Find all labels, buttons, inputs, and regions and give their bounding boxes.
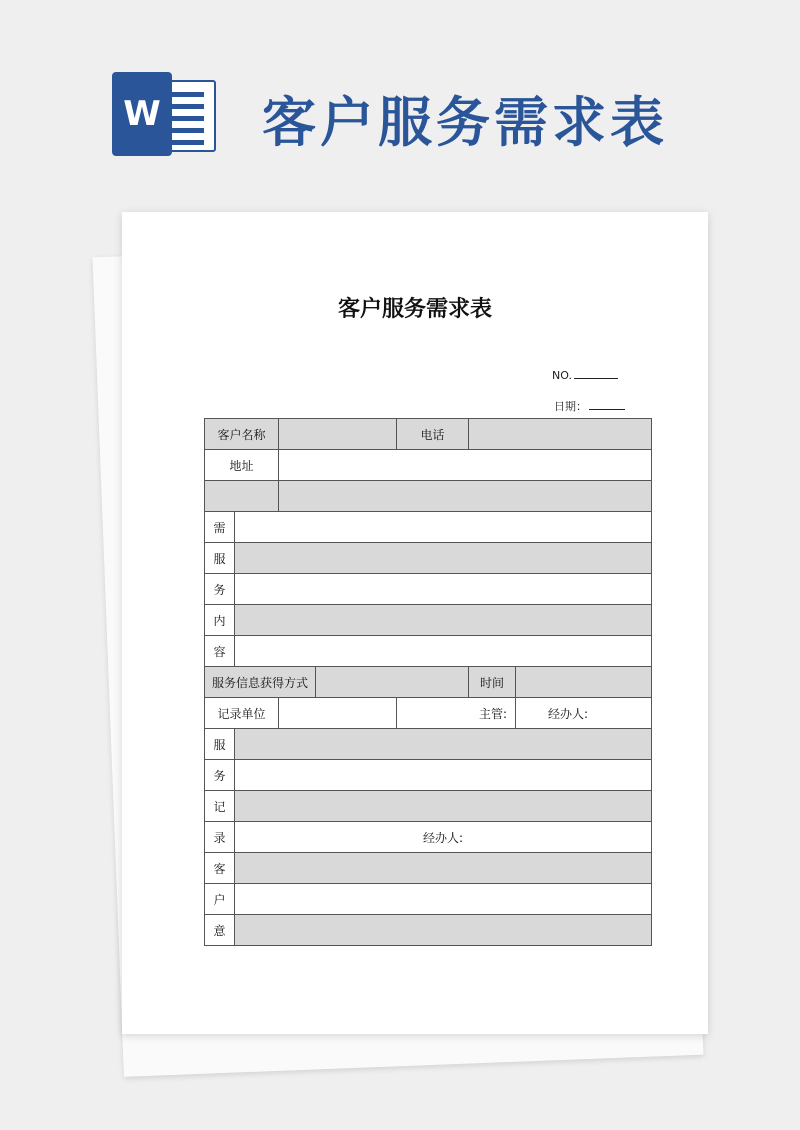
- customer-name-label: 客户名称: [205, 419, 279, 450]
- date-field: [554, 398, 625, 414]
- address-cell[interactable]: [279, 450, 652, 481]
- phone-cell[interactable]: [469, 419, 652, 450]
- service-content-char: 需: [205, 512, 235, 543]
- time-label: 时间: [469, 667, 516, 698]
- header-title: 客户服务需求表: [262, 91, 668, 154]
- service-record-line[interactable]: [235, 760, 652, 791]
- word-logo-letter: W: [112, 72, 172, 156]
- customer-name-cell[interactable]: [279, 419, 397, 450]
- service-request-table: [204, 418, 652, 946]
- table-row: [205, 729, 652, 760]
- supervisor-label: 主管:: [397, 698, 516, 729]
- table-row: [205, 481, 652, 512]
- customer-opinion-char: 户: [205, 884, 235, 915]
- service-record-char: 务: [205, 760, 235, 791]
- table-row: [205, 791, 652, 822]
- service-content-line[interactable]: [235, 543, 652, 574]
- document-page: [122, 212, 708, 1034]
- phone-label: 电话: [397, 419, 469, 450]
- document-title: 客户服务需求表: [337, 297, 492, 322]
- table-row: [205, 884, 652, 915]
- table-row: [205, 636, 652, 667]
- address-label: 地址: [205, 450, 279, 481]
- handler-label: 经办人:: [516, 698, 652, 729]
- info-source-label: 服务信息获得方式: [205, 667, 316, 698]
- record-handler-label: 经办人:: [235, 822, 652, 853]
- table-row: [205, 543, 652, 574]
- service-content-line[interactable]: [235, 636, 652, 667]
- table-row: [205, 667, 652, 698]
- record-unit-label: 记录单位: [205, 698, 279, 729]
- service-record-line[interactable]: [235, 791, 652, 822]
- service-content-char: 容: [205, 636, 235, 667]
- service-content-char: 务: [205, 574, 235, 605]
- service-record-char: 记: [205, 791, 235, 822]
- customer-opinion-char: 意: [205, 915, 235, 946]
- date-blank[interactable]: [589, 399, 625, 410]
- word-logo-icon: [112, 72, 214, 156]
- number-label: NO.: [552, 369, 572, 382]
- customer-opinion-char: 客: [205, 853, 235, 884]
- table-row: [205, 574, 652, 605]
- number-blank[interactable]: [574, 368, 618, 379]
- service-record-char: 录: [205, 822, 235, 853]
- service-record-line[interactable]: [235, 729, 652, 760]
- table-row: [205, 760, 652, 791]
- customer-opinion-line[interactable]: [235, 915, 652, 946]
- table-row: [205, 822, 652, 853]
- table-row: [205, 512, 652, 543]
- table-row: [205, 450, 652, 481]
- customer-opinion-line[interactable]: [235, 884, 652, 915]
- address-extra-cell[interactable]: [279, 481, 652, 512]
- table-row: [205, 698, 652, 729]
- service-content-line[interactable]: [235, 574, 652, 605]
- time-cell[interactable]: [516, 667, 652, 698]
- service-content-char: 内: [205, 605, 235, 636]
- table-row: [205, 853, 652, 884]
- info-source-cell[interactable]: [316, 667, 469, 698]
- date-label: 日期：: [554, 400, 587, 413]
- table-row: [205, 915, 652, 946]
- customer-opinion-line[interactable]: [235, 853, 652, 884]
- number-field: [552, 368, 618, 382]
- service-record-char: 服: [205, 729, 235, 760]
- table-row: [205, 419, 652, 450]
- service-content-char: 服: [205, 543, 235, 574]
- record-unit-cell[interactable]: [279, 698, 397, 729]
- table-row: [205, 605, 652, 636]
- service-content-line[interactable]: [235, 605, 652, 636]
- blank-label-cell: [205, 481, 279, 512]
- service-content-line[interactable]: [235, 512, 652, 543]
